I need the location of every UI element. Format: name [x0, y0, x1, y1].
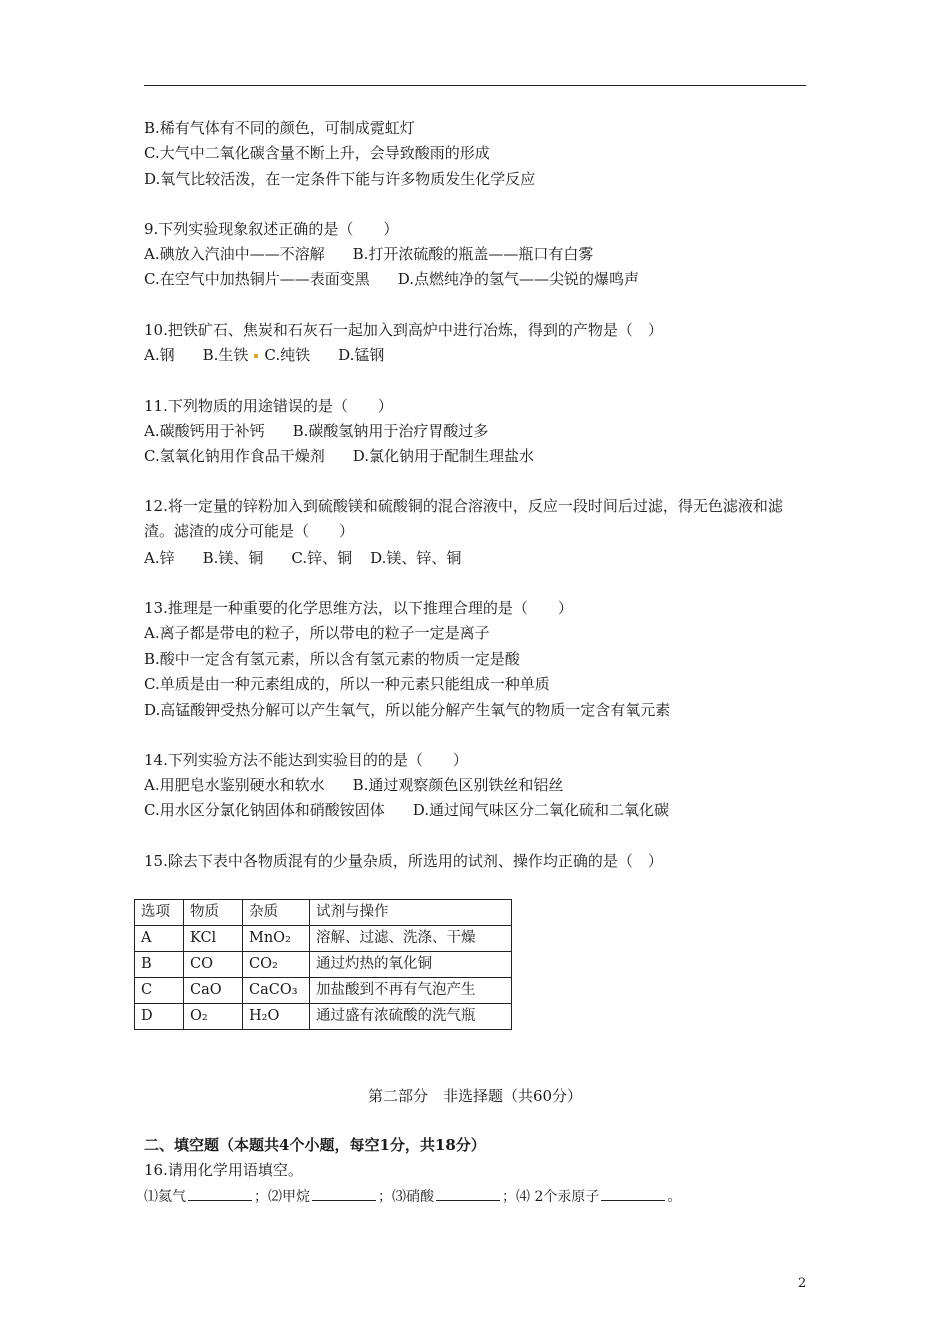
- q11-option-b: B.碳酸氢钠用于治疗胃酸过多: [292, 422, 489, 440]
- q9-options-cd: [144, 269, 639, 289]
- table-row: [135, 926, 512, 952]
- q11-options-ab: [144, 421, 488, 441]
- answer-blank[interactable]: [601, 1186, 665, 1201]
- q12-option-c: C.锌、铜: [291, 549, 353, 567]
- table-row: [135, 952, 512, 978]
- q9-option-d: D.点燃纯净的氢气——尖锐的爆鸣声: [397, 270, 639, 288]
- table-header-cell: 试剂与操作: [310, 900, 512, 926]
- table-cell: CaCO₃: [243, 978, 310, 1004]
- q10-stem: 10.把铁矿石、焦炭和石灰石一起加入到高炉中进行冶炼，得到的产物是（ ）: [144, 321, 663, 339]
- table-cell: C: [135, 978, 184, 1004]
- q9-option-a: A.碘放入汽油中——不溶解: [144, 245, 325, 263]
- answer-blank[interactable]: [436, 1186, 500, 1201]
- q10-options: [144, 345, 384, 365]
- mark-dot: [254, 354, 258, 358]
- q16-blanks: [144, 1186, 681, 1207]
- q16-item-3: ；⑶硝酸: [378, 1189, 434, 1205]
- table-cell: O₂: [184, 1004, 243, 1030]
- table-header-cell: 物质: [184, 900, 243, 926]
- table-cell: H₂O: [243, 1004, 310, 1030]
- table-header-row: [135, 900, 512, 926]
- table-cell: 加盐酸到不再有气泡产生: [310, 978, 512, 1004]
- q14-stem: 14.下列实验方法不能达到实验目的的是（ ）: [144, 751, 468, 769]
- part2-title: 第二部分 非选择题（共60分）: [367, 1087, 583, 1105]
- q9-options-ab: [144, 244, 593, 264]
- q8-option-b: B.稀有气体有不同的颜色，可制成霓虹灯: [144, 119, 415, 137]
- q11-stem: 11.下列物质的用途错误的是（ ）: [144, 397, 393, 415]
- table-cell: 通过盛有浓硫酸的洗气瓶: [310, 1004, 512, 1030]
- section-heading: 二、填空题（本题共4个小题，每空1分，共18分）: [144, 1136, 486, 1154]
- q8-option-d: D.氧气比较活泼，在一定条件下能与许多物质发生化学反应: [144, 170, 536, 188]
- q14-option-d: D.通过闻气味区分二氧化硫和二氧化碳: [412, 801, 669, 819]
- table-cell: 溶解、过滤、洗涤、干燥: [310, 926, 512, 952]
- table-cell: KCl: [184, 926, 243, 952]
- q14-option-a: A.用肥皂水鉴别硬水和软水: [144, 776, 325, 794]
- q9-option-b: B.打开浓硫酸的瓶盖——瓶口有白雾: [352, 245, 594, 263]
- table-cell: MnO₂: [243, 926, 310, 952]
- q14-option-b: B.通过观察颜色区别铁丝和铝丝: [352, 776, 564, 794]
- q14-option-c: C.用水区分氯化钠固体和硝酸铵固体: [144, 801, 385, 819]
- q12-option-b: B.镁、铜: [202, 549, 264, 567]
- table-row: [135, 1004, 512, 1030]
- q16-item-2: ；⑵甲烷: [254, 1189, 310, 1205]
- q10-option-b: B.生铁: [202, 346, 249, 364]
- table-cell: 通过灼热的氧化铜: [310, 952, 512, 978]
- q10-option-c: C.纯铁: [264, 346, 311, 364]
- q13-option-a: A.离子都是带电的粒子，所以带电的粒子一定是离子: [144, 624, 490, 642]
- table-cell: B: [135, 952, 184, 978]
- table-row: [135, 978, 512, 1004]
- table-cell: D: [135, 1004, 184, 1030]
- table-cell: CaO: [184, 978, 243, 1004]
- header-rule: [144, 85, 806, 86]
- q12-option-a: A.锌: [144, 549, 175, 567]
- q15-stem: 15.除去下表中各物质混有的少量杂质，所选用的试剂、操作均正确的是（ ）: [144, 852, 663, 870]
- q12-option-d: D.镁、锌、铜: [370, 549, 462, 567]
- q14-options-cd: [144, 800, 669, 820]
- answer-blank[interactable]: [312, 1186, 376, 1201]
- table-header-cell: 杂质: [243, 900, 310, 926]
- q11-options-cd: [144, 446, 534, 466]
- q12-options: [144, 548, 461, 568]
- q13-stem: 13.推理是一种重要的化学思维方法，以下推理合理的是（ ）: [144, 599, 573, 617]
- q11-option-c: C.氢氧化钠用作食品干燥剂: [144, 447, 325, 465]
- q16-item-end: 。: [667, 1189, 682, 1205]
- q12-stem: 12.将一定量的锌粉加入到硫酸镁和硫酸铜的混合溶液中，反应一段时间后过滤，得无色滤液和滤渣。滤渣的成分可能是（ ）: [144, 497, 783, 540]
- q13-option-b: B.酸中一定含有氢元素，所以含有氢元素的物质一定是酸: [144, 650, 520, 668]
- page-number: 2: [798, 1276, 807, 1291]
- q11-option-d: D.氯化钠用于配制生理盐水: [352, 447, 534, 465]
- q16-stem: 16.请用化学用语填空。: [144, 1161, 303, 1179]
- impurity-table: [134, 899, 512, 1030]
- q14-options-ab: [144, 775, 563, 795]
- q9-option-c: C.在空气中加热铜片——表面变黑: [144, 270, 370, 288]
- answer-blank[interactable]: [188, 1186, 252, 1201]
- q11-option-a: A.碳酸钙用于补钙: [144, 422, 265, 440]
- table-cell: CO: [184, 952, 243, 978]
- q10-option-a: A.钢: [144, 346, 175, 364]
- q10-option-d: D.锰钢: [338, 346, 385, 364]
- q9-stem: 9.下列实验现象叙述正确的是（ ）: [144, 220, 399, 238]
- q8-option-c: C.大气中二氧化碳含量不断上升，会导致酸雨的形成: [144, 144, 490, 162]
- q16-item-1: ⑴氦气: [144, 1189, 186, 1205]
- table-header-cell: 选项: [135, 900, 184, 926]
- table-cell: A: [135, 926, 184, 952]
- q16-item-4: ；⑷ 2个汞原子: [502, 1189, 600, 1205]
- q13-option-c: C.单质是由一种元素组成的，所以一种元素只能组成一种单质: [144, 675, 550, 693]
- q13-option-d: D.高锰酸钾受热分解可以产生氧气，所以能分解产生氧气的物质一定含有氧元素: [144, 701, 671, 719]
- table-cell: CO₂: [243, 952, 310, 978]
